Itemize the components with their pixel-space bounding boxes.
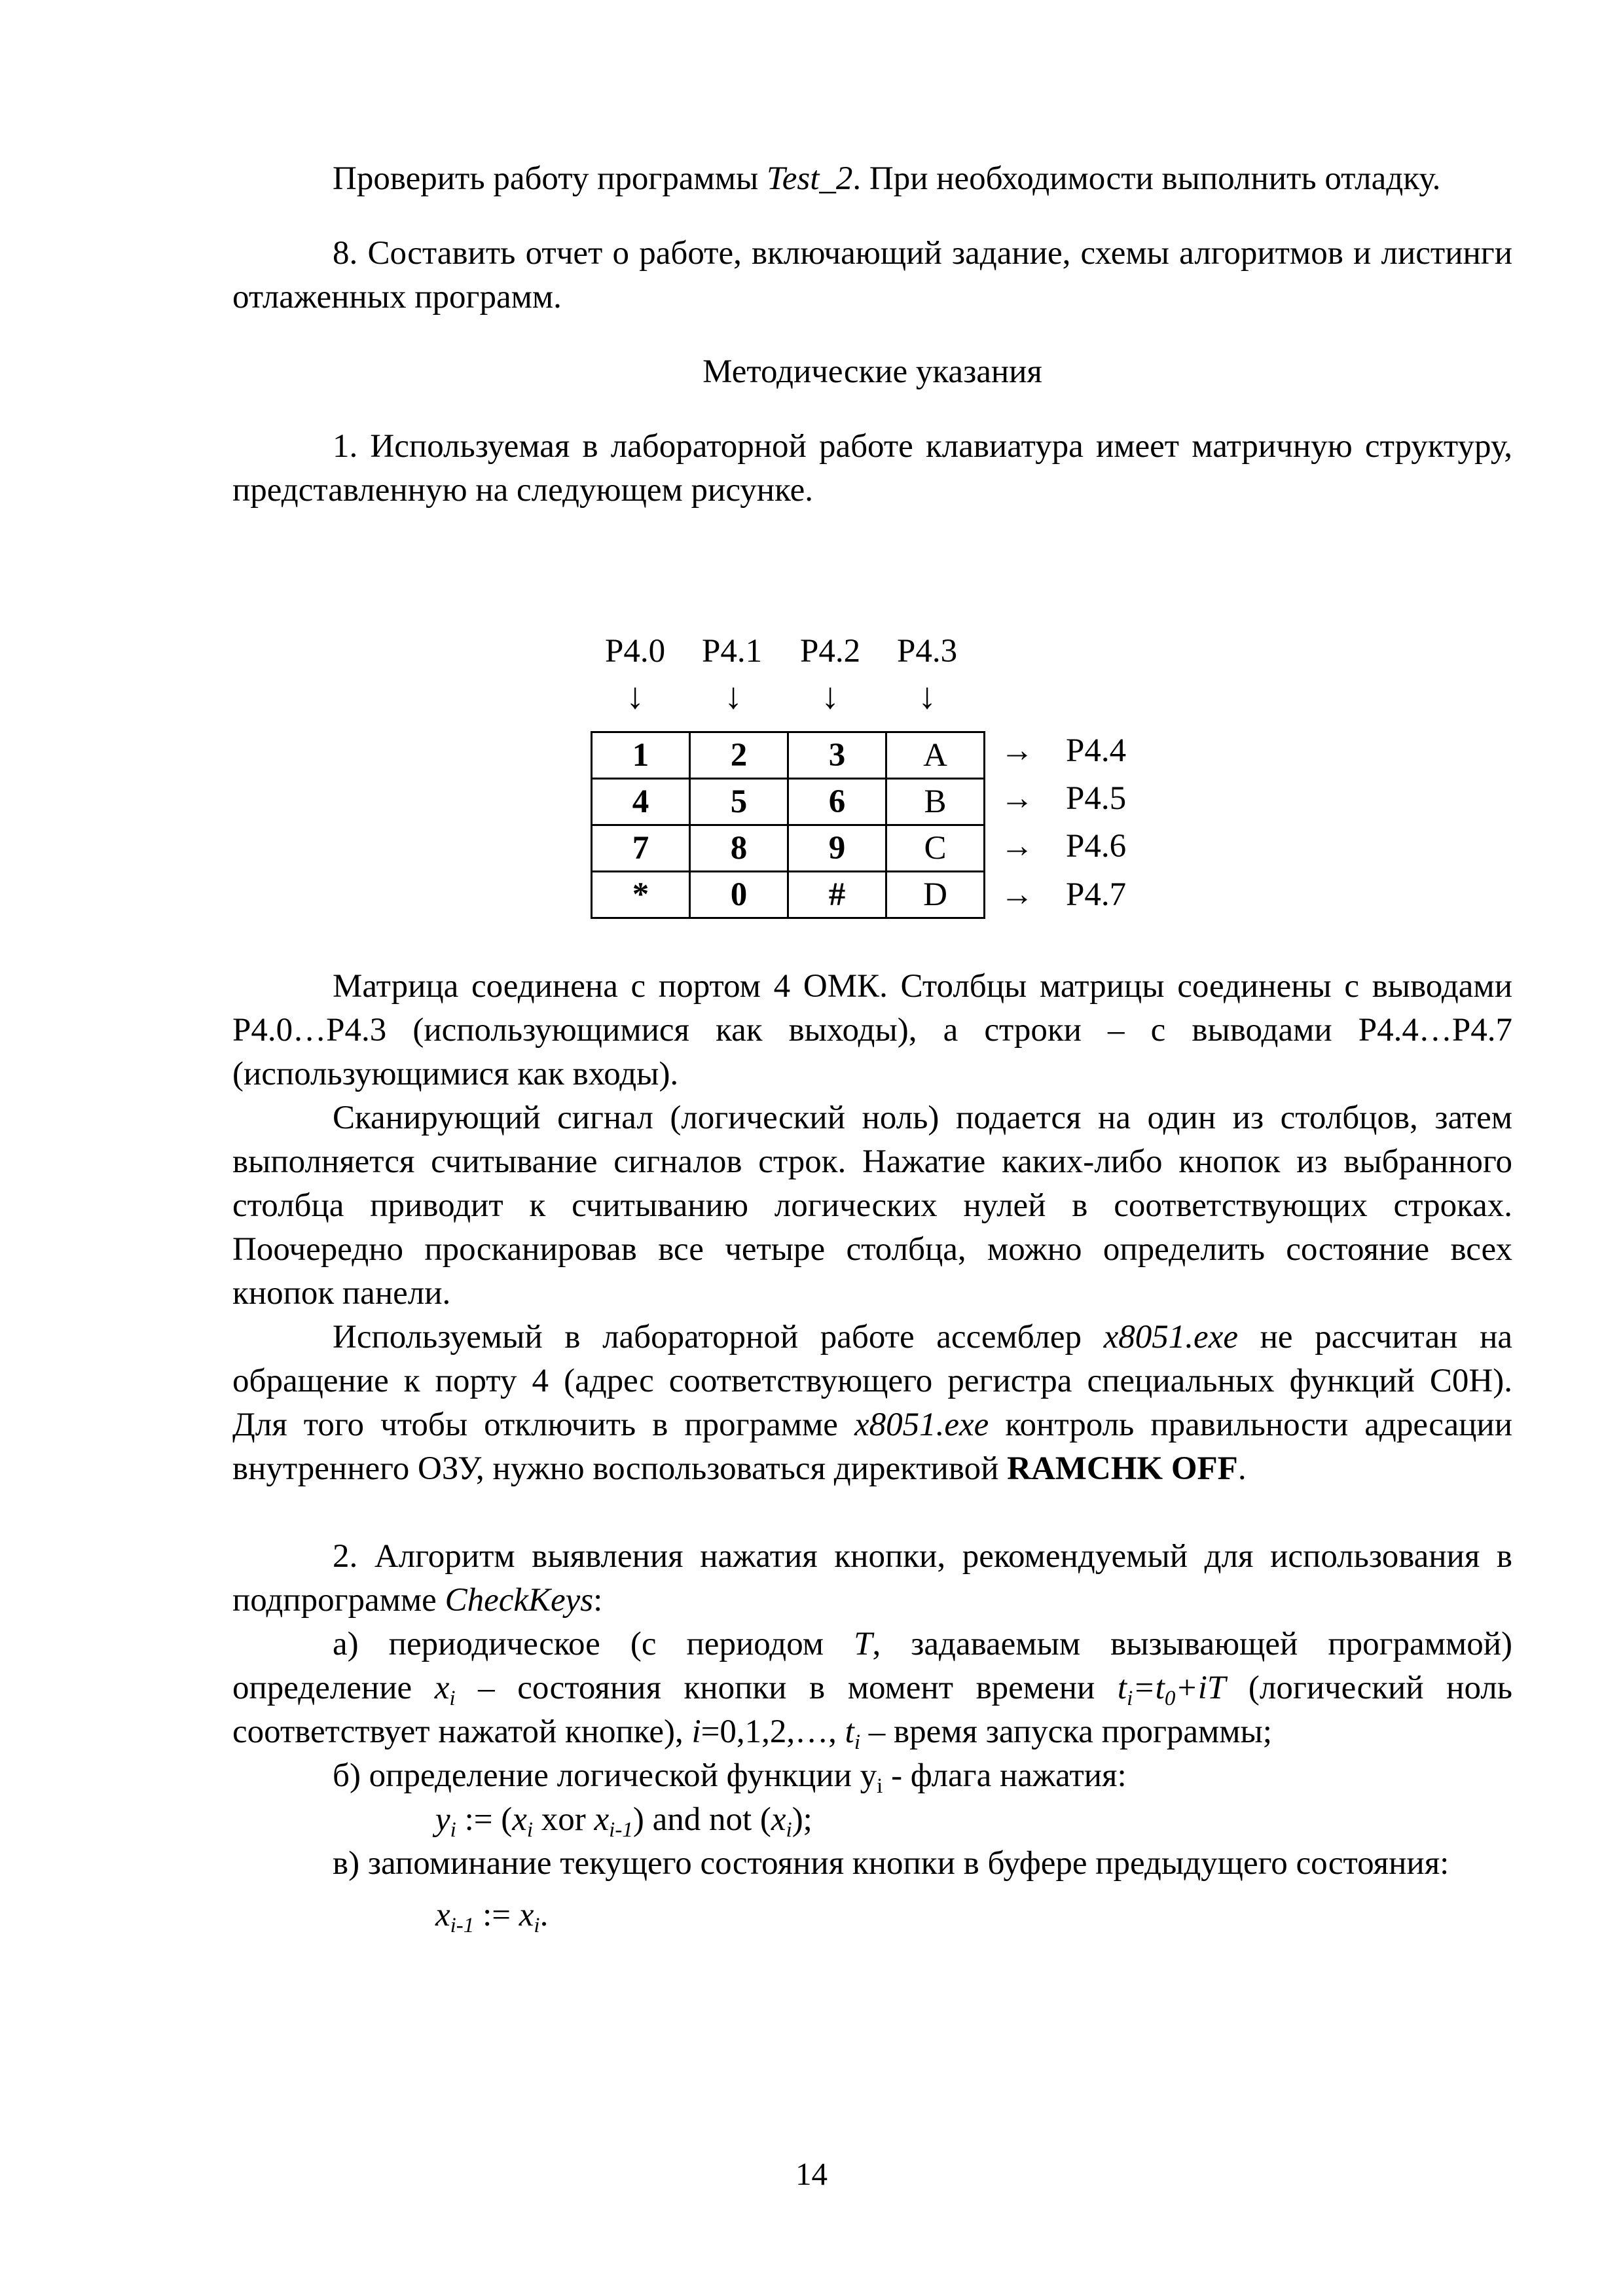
- key-cell: D: [886, 872, 985, 918]
- key-cell: *: [592, 872, 690, 918]
- formula-store-state: $x_{i-1}$ := $x_i$.: [435, 1897, 549, 1937]
- key-cell: #: [788, 872, 886, 918]
- keypad-matrix: [591, 731, 985, 919]
- key-cell: B: [886, 779, 985, 825]
- key-cell: 4: [592, 779, 690, 825]
- lower-text-block: [232, 965, 1512, 1937]
- key-cell: C: [886, 825, 985, 872]
- paragraph-report: 8. Составить отчет о работе, включающий задание, схемы алгоритмов и листинги отлаженных программ.: [232, 235, 1512, 315]
- down-arrow-icon: ↓: [724, 676, 742, 717]
- column-label: P4.3: [897, 633, 958, 670]
- paragraph-scanning: Сканирующий сигнал (логический ноль) подается на один из столбцов, затем выполняется считывание сигналов строк. Нажатие каких-либо кнопок из выбранного столбца приводит к считыванию логических нулей в соответствующих строках. Поочередно просканировав все четыре столбца, можно определить состояние всех кнопок панели.: [232, 1100, 1512, 1312]
- paragraph-step-a: а) периодическое (с периодом T, задаваемым вызывающей программой) определение $x_i$ – состояния кнопки в момент времени $t_i=t_0+iT$ (логический ноль соответствует нажатой кнопке), i=0,1,2,…, $t_i$ – время запуска программы;: [232, 1626, 1513, 1754]
- keypad-row: [592, 779, 985, 825]
- key-cell: 7: [592, 825, 690, 872]
- key-cell: A: [886, 732, 985, 779]
- row-output: [1000, 732, 1126, 770]
- paragraph-step-b: б) определение логической функции $y_i$ - флага нажатия:: [333, 1757, 1127, 1798]
- paragraph-assembler: Используемый в лабораторной работе ассемблер x8051.exe не рассчитан на обращение к порту 4 (адрес соответствующего регистра специальных функций C0H). Для того чтобы отключить в программе x8051.exe контроль правильности адресации внутреннего ОЗУ, нужно воспользоваться директивой RAMCHK OFF.: [232, 1319, 1513, 1487]
- paragraph-matrix-connection: Матрица соединена с портом 4 ОМК. Столбцы матрицы соединены с выводами P4.0…P4.3 (использующимися как выходы), а строки – с выводами P4.4…P4.7 (использующимися как входы).: [232, 968, 1512, 1092]
- keypad-row: [592, 872, 985, 918]
- column-label: P4.2: [800, 633, 861, 670]
- formula-press-flag: $y_i$ := ($x_i$ xor $x_{i-1}$) and not $(x_i)$;: [435, 1801, 812, 1842]
- key-cell: 3: [788, 732, 886, 779]
- right-arrow-icon: →: [1000, 780, 1034, 817]
- right-arrow-icon: →: [1000, 828, 1034, 865]
- right-arrow-icon: →: [1000, 732, 1034, 769]
- paragraph-algorithm: 2. Алгоритм выявления нажатия кнопки, рекомендуемый для использования в подпрограмме CheckKeys:: [232, 1538, 1512, 1619]
- row-port-label: P4.7: [1066, 876, 1127, 913]
- paragraph-keypad-intro: 1. Используемая в лабораторной работе клавиатура имеет матричную структуру, представленную на следующем рисунке.: [232, 428, 1512, 509]
- keypad-row: [592, 732, 985, 779]
- paragraph-test2: Проверить работу программы Test_2. При необходимости выполнить отладку.: [333, 160, 1441, 197]
- keypad-row: [592, 825, 985, 872]
- section-heading: Методические указания: [702, 353, 1042, 390]
- row-port-label: P4.4: [1066, 732, 1127, 769]
- down-arrow-icon: ↓: [918, 676, 936, 717]
- page-number: 14: [795, 2156, 828, 2192]
- key-cell: 2: [690, 732, 788, 779]
- row-output: [1000, 780, 1126, 817]
- upper-text-block: [232, 157, 1512, 512]
- row-port-label: P4.5: [1066, 780, 1127, 817]
- key-cell: 9: [788, 825, 886, 872]
- paragraph-step-c: в) запоминание текущего состояния кнопки в буфере предыдущего состояния:: [333, 1845, 1450, 1882]
- row-output: [1000, 827, 1126, 865]
- down-arrow-icon: ↓: [821, 676, 839, 717]
- down-arrow-icon: ↓: [626, 676, 644, 717]
- key-cell: 0: [690, 872, 788, 918]
- column-label: P4.1: [702, 633, 763, 670]
- key-cell: 1: [592, 732, 690, 779]
- right-arrow-icon: →: [1000, 876, 1034, 913]
- key-cell: 5: [690, 779, 788, 825]
- column-label: P4.0: [605, 633, 666, 670]
- key-cell: 8: [690, 825, 788, 872]
- row-output: [1000, 876, 1126, 914]
- key-cell: 6: [788, 779, 886, 825]
- row-port-label: P4.6: [1066, 828, 1127, 865]
